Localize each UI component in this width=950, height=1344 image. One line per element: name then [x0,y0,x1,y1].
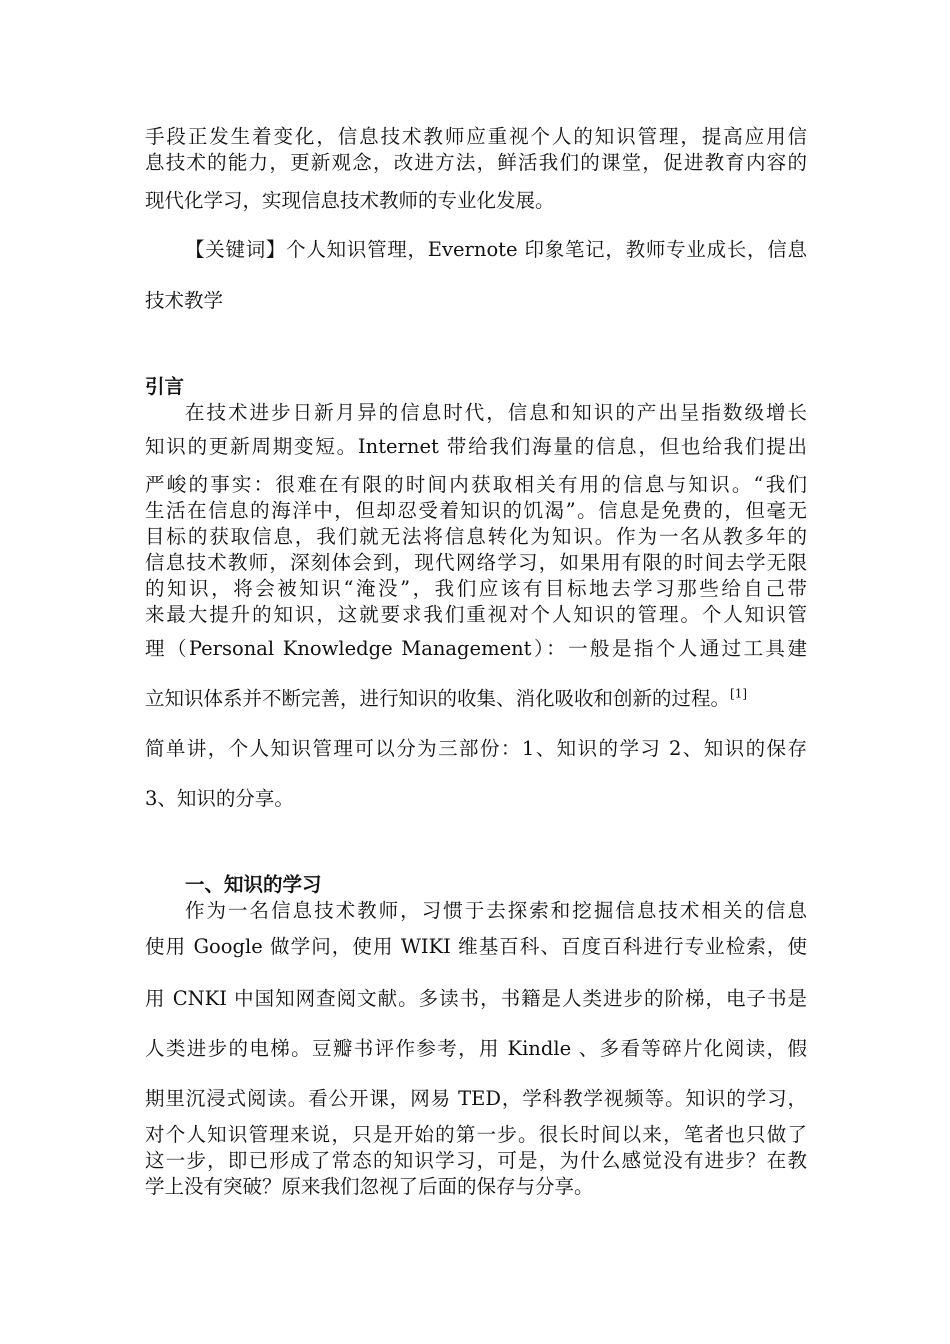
citation-marker: [1] [730,686,748,701]
intro-line: 知识的更新周期变短。Internet 带给我们海量的信息，但也给我们提出 [145,435,807,458]
section1-line: 期里沉浸式阅读。看公开课，网易 TED，学科教学视频等。知识的学习， [145,1087,807,1110]
intro-line: 信息技术教师，深刻体会到，现代网络学习，如果用有限的时间去学无限 [145,551,807,574]
intro-line: 3、知识的分享。 [145,787,294,810]
intro-line: 严峻的事实：很难在有限的时间内获取相关有用的信息与知识。“我们 [145,473,807,496]
section1-line: 对个人知识管理来说，只是开始的第一步。很长时间以来，笔者也只做了 [145,1123,807,1146]
intro-line: 立知识体系并不断完善，进行知识的收集、消化吸收和创新的过程。 [145,687,731,710]
intro-line-with-citation [145,686,807,712]
intro-line: 理（Personal Knowledge Management）：一般是指个人通过工具建 [145,637,807,660]
intro-line: 在技术进步日新月异的信息时代，信息和知识的产出呈指数级增长 [185,401,807,424]
keywords-line: 技术教学 [145,289,224,312]
intro-line: 来最大提升的知识，这就要求我们重视对个人知识的管理。个人知识管 [145,603,807,626]
section1-line: 学上没有突破？原来我们忽视了后面的保存与分享。 [145,1175,594,1198]
section1-line: 用 CNKI 中国知网查阅文献。多读书，书籍是人类进步的阶梯，电子书是 [145,987,807,1010]
abstract-line: 息技术的能力，更新观念，改进方法，鲜活我们的课堂，促进教育内容的 [145,151,807,174]
abstract-line: 现代化学习，实现信息技术教师的专业化发展。 [145,189,555,212]
intro-line: 生活在信息的海洋中，但却忍受着知识的饥渴”。信息是免费的，但毫无 [145,499,807,522]
section1-heading: 一、知识的学习 [185,873,322,896]
section1-line: 人类进步的电梯。豆瓣书评作参考，用 Kindle 、多看等碎片化阅读，假 [145,1037,807,1060]
intro-line: 目标的获取信息，我们就无法将信息转化为知识。作为一名从教多年的 [145,525,807,548]
intro-heading: 引言 [145,375,185,398]
intro-line: 简单讲，个人知识管理可以分为三部份：1、知识的学习 2、知识的保存 [145,737,807,760]
section1-line: 作为一名信息技术教师，习惯于去探索和挖掘信息技术相关的信息 [185,899,807,922]
section1-line: 使用 Google 做学问，使用 WIKI 维基百科、百度百科进行专业检索，使 [145,935,807,958]
abstract-line: 手段正发生着变化，信息技术教师应重视个人的知识管理，提高应用信 [145,125,807,148]
intro-line: 的知识，将会被知识“淹没”，我们应该有目标地去学习那些给自己带 [145,577,807,600]
section1-line: 这一步，即已形成了常态的知识学习，可是，为什么感觉没有进步？在教 [145,1149,807,1172]
keywords-line: 【关键词】个人知识管理，Evernote 印象笔记，教师专业成长，信息 [185,238,807,261]
